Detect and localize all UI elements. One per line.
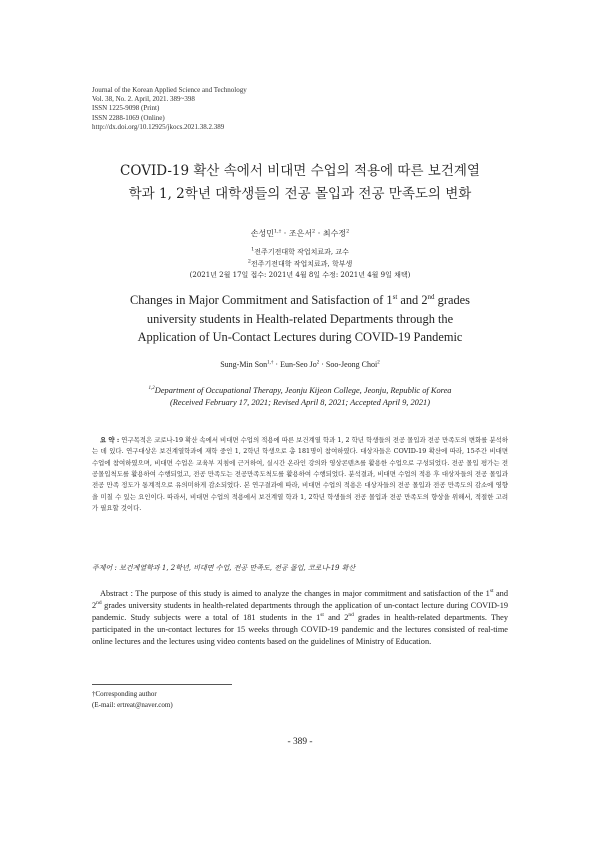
- english-title-line-3: Application of Un-Contact Lectures during COVID-19 Pandemic: [137, 330, 463, 344]
- author-en-3: Soo-Jeong Choi: [325, 360, 378, 369]
- english-title-line-2: university students in Health-related Departments through the: [146, 311, 454, 326]
- korean-keywords: 주제어 : 보건계열학과 1, 2학년, 비대면 수업, 전공 만족도, 전공 몰입, 코로나-19 확산: [92, 564, 356, 572]
- korean-authors: [0, 228, 600, 239]
- abstract-en-t3: grades university students in health-related departments through the application of un-contact lecture during COVID-19 pandemic. Study subjects were a total of 181 students in the 1: [92, 601, 508, 623]
- author-kr-sep-1: ·: [281, 229, 289, 238]
- issn-online: ISSN 2288-1069 (Online): [92, 113, 165, 122]
- footnote: [92, 689, 173, 710]
- abstract-en-sup2: nd: [96, 600, 102, 607]
- author-kr-1: 손성민: [250, 229, 274, 238]
- corresponding-email: (E-mail: ertreat@naver.com): [92, 700, 173, 709]
- english-abstract-label: Abstract :: [100, 589, 133, 598]
- english-title-line-1: [0, 291, 600, 310]
- author-en-sep-1: ·: [273, 360, 281, 369]
- en-title-1b: and 2: [397, 293, 428, 307]
- affiliation-kr-1-text: 전주기전대학 작업치료과, 교수: [254, 248, 349, 256]
- abstract-en-t1: The purpose of this study is aimed to analyze the changes in major commitment and satisfaction of the 1: [132, 589, 490, 598]
- abstract-en-t5: grades in health-related departments. They participated in the un-contact lectures for 15 weeks through COVID-19 pandemic and the lectures consisted of real-time online lectures and the lectures using video contents based on the guidelines of Ministry of Education.: [92, 613, 508, 647]
- affiliation-kr-2: [0, 259, 600, 271]
- english-affiliation-text: Department of Occupational Therapy, Jeonju Kijeon College, Jeonju, Republic of Korea: [154, 386, 452, 395]
- author-kr-3-sup: 2: [346, 228, 350, 235]
- english-affiliation-line: [0, 385, 600, 397]
- author-en-1-sup: 1,†: [267, 360, 274, 366]
- author-kr-sep-2: ·: [315, 229, 323, 238]
- abstract-en-t2: and 2: [92, 589, 508, 611]
- author-en-3-sup: 2: [377, 360, 380, 366]
- en-title-sup-nd: nd: [427, 292, 435, 301]
- issn-print: ISSN 1225-9098 (Print): [92, 104, 160, 113]
- english-dates: (Received February 17, 2021; Revised April 8, 2021; Accepted April 9, 2021): [169, 397, 431, 407]
- affiliation-kr-2-text: 전주기전대학 작업치료과, 학부생: [250, 259, 353, 268]
- journal-info: [92, 86, 247, 132]
- page-number: - 389 -: [287, 737, 313, 747]
- en-title-1c: grades: [434, 293, 470, 307]
- english-authors: [0, 360, 600, 369]
- affiliation-kr-2-num: 2: [247, 258, 251, 265]
- author-en-2-sup: 2: [316, 360, 320, 366]
- author-en-sep-2: ·: [319, 360, 326, 369]
- affiliation-kr-1: [0, 247, 600, 259]
- korean-abstract: [92, 435, 508, 514]
- affiliation-kr-1-num: 1: [251, 246, 255, 253]
- english-abstract: [92, 588, 508, 648]
- author-kr-2-sup: 2: [312, 228, 316, 235]
- footnote-divider: [92, 684, 232, 685]
- abstract-en-t4: and 2: [323, 613, 349, 623]
- korean-title: [0, 160, 600, 206]
- en-title-1a: Changes in Major Commitment and Satisfaction of 1: [130, 293, 393, 307]
- author-kr-1-sup: 1,†: [273, 228, 282, 235]
- journal-volume: Vol. 38, No. 2. April, 2021. 389~398: [92, 95, 195, 104]
- english-affiliation: [0, 385, 600, 408]
- english-affiliation-sup: 1,2: [148, 386, 155, 392]
- author-en-2: Eun-Seo Jo: [280, 360, 317, 369]
- korean-abstract-text: 연구목적은 코로나-19 확산 속에서 비대면 수업의 적용에 따른 보건계열 학과 1, 2 학년 학생들의 전공 몰입과 전공 만족도의 변화를 분석하는 데 있다. 연구대상은 보건계열학과에 재학 중인 1, 2학년 학생으로 총 181명이 참여하였다. 대상자들은 COVID-19 확산에 따라, 15주간 비대면 수업에 참여하였으며, 비대면 수업은 교육부 지침에 근거하여, 실시간 온라인 강의와 영상콘텐츠를 활용한 수업으로 구성되었다. 전공 몰입 평가는 전공몰입척도를 활용하여 수행되었고, 전공 만족도는 전공만족도척도를 활용하여 수행되었다. 분석결과, 비대면 수업의 적용 후 대상자들의 전공 몰입과 전공 만족 정도가 통계적으로 유의미하게 감소되었다. 본 연구결과에 따라, 비대면 수업의 적용은 대상자들의 전공 몰입과 전공 만족도의 감소에 영향을 미칠 수 있는 요인이다. 따라서, 비대면 수업의 적용에서 보건계열 학과 1, 2학년 학생들의 전공 몰입과 전공 만족도의 향상을 위해서, 적절한 고려가 필요할 것이다.: [92, 436, 508, 513]
- korean-abstract-label: 요 약 :: [100, 436, 120, 444]
- korean-affiliations: [0, 247, 600, 282]
- korean-title-line-2: 학과 1, 2학년 대학생들의 전공 몰입과 전공 만족도의 변화: [128, 186, 472, 202]
- corresponding-author: †Corresponding author: [92, 690, 157, 698]
- abstract-en-sup4: nd: [348, 612, 354, 619]
- korean-title-line-1: COVID-19 확산 속에서 비대면 수업의 적용에 따른 보건계열: [120, 163, 480, 179]
- korean-dates: (2021년 2월 17일 접수: 2021년 4월 8일 수정: 2021년 4월 9일 채택): [189, 271, 411, 279]
- author-en-1: Sung-Min Son: [220, 360, 268, 369]
- author-kr-3: 최수정: [322, 229, 347, 238]
- abstract-en-sup1: st: [489, 588, 494, 595]
- english-title: [0, 291, 600, 347]
- en-title-sup-st: st: [392, 292, 398, 301]
- abstract-en-sup3: st: [320, 612, 324, 619]
- author-kr-2: 조은서: [288, 229, 313, 238]
- journal-name: Journal of the Korean Applied Science and Technology: [92, 86, 247, 94]
- doi-link[interactable]: http://dx.doi.org/10.12925/jkocs.2021.38.2.389: [92, 122, 225, 131]
